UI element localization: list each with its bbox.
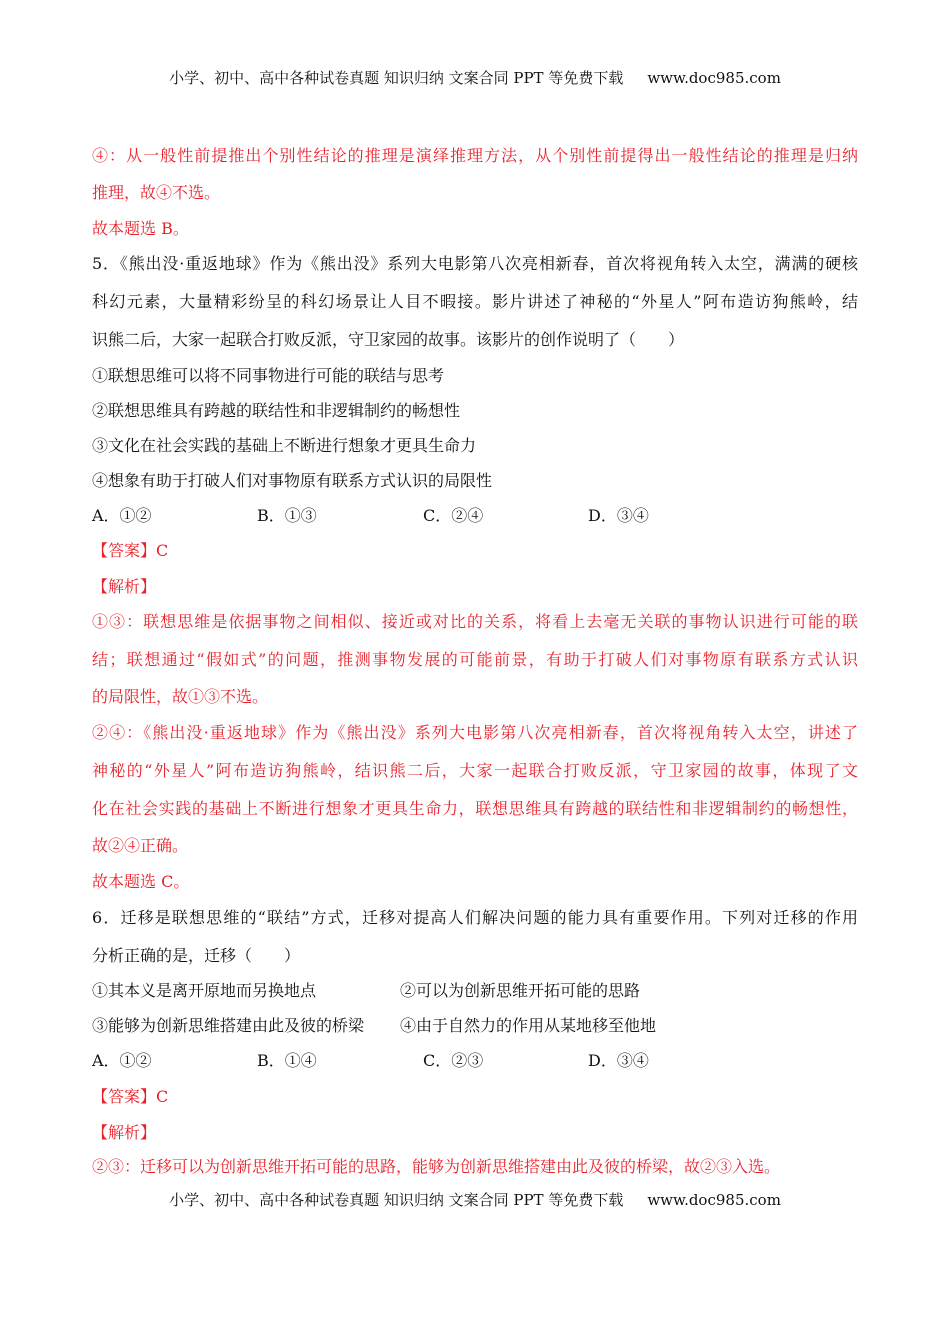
- answer: [92, 541, 168, 561]
- option-a: A．①②: [92, 506, 152, 525]
- answer: [92, 1087, 168, 1107]
- question-stem: 识熊二后，大家一起联合打败反派，守卫家园的故事。该影片的创作说明了（ ）: [92, 330, 685, 349]
- analysis-label: 【解析】: [92, 1123, 157, 1142]
- option-a: A．①②: [92, 1051, 152, 1070]
- question-stem: 分析正确的是，迁移（ ）: [92, 946, 301, 965]
- analysis-line: 化在社会实践的基础上不断进行想象才更具生命力，联想思维具有跨越的联结性和非逻辑制约的畅想性，: [92, 799, 858, 818]
- statement: ②可以为创新思维开拓可能的思路: [400, 981, 641, 1000]
- analysis-line: ①③：联想思维是依据事物之间相似、接近或对比的关系，将看上去毫无关联的事物认识进行可能的联: [92, 612, 858, 631]
- option-d: D．③④: [588, 1051, 649, 1070]
- header-text: 小学、初中、高中各种试卷真题 知识归纳 文案合同 PPT 等免费下载: [169, 69, 624, 87]
- question-stem: 6．迁移是联想思维的“联结”方式，迁移对提高人们解决问题的能力具有重要作用。下列对迁移的作用: [92, 908, 858, 927]
- analysis-line: 结；联想通过“假如式”的问题，推测事物发展的可能前景，有助于打破人们对事物原有联系方式认识: [92, 650, 858, 669]
- answer-value: C: [156, 1087, 169, 1106]
- conclusion: 故本题选 C。: [92, 872, 190, 891]
- analysis-line: ②③：迁移可以为创新思维开拓可能的思路，能够为创新思维搭建由此及彼的桥梁，故②③入选。: [92, 1157, 781, 1176]
- option-c: C．②④: [423, 506, 484, 525]
- footer-url: www.doc985.com: [647, 1191, 781, 1209]
- analysis-line: 神秘的“外星人”阿布造访狗熊岭，结识熊二后，大家一起联合打败反派，守卫家园的故事，体现了文: [92, 761, 858, 780]
- option-b: B．①④: [257, 1051, 317, 1070]
- header-url: www.doc985.com: [647, 69, 781, 87]
- analysis-line: 推理，故④不选。: [92, 183, 221, 202]
- statement: ②联想思维具有跨越的联结性和非逻辑制约的畅想性: [92, 401, 461, 420]
- statement: ④想象有助于打破人们对事物原有联系方式认识的局限性: [92, 471, 493, 490]
- analysis-line: 故②④正确。: [92, 836, 189, 855]
- page-footer: [0, 1190, 950, 1210]
- analysis-label: 【解析】: [92, 577, 157, 596]
- answer-label: 【答案】: [92, 1087, 157, 1106]
- analysis-line: ②④：《熊出没·重返地球》作为《熊出没》系列大电影第八次亮相新春，首次将视角转入太空，讲述了: [92, 723, 858, 742]
- analysis-line: ④：从一般性前提推出个别性结论的推理是演绎推理方法，从个别性前提得出一般性结论的推理是归纳: [92, 146, 858, 165]
- page-header: [0, 68, 950, 88]
- statement: ③能够为创新思维搭建由此及彼的桥梁: [92, 1016, 365, 1035]
- footer-text: 小学、初中、高中各种试卷真题 知识归纳 文案合同 PPT 等免费下载: [169, 1191, 624, 1209]
- statement: ①联想思维可以将不同事物进行可能的联结与思考: [92, 366, 445, 385]
- analysis-line: 的局限性，故①③不选。: [92, 687, 269, 706]
- statement: ④由于自然力的作用从某地移至他地: [400, 1016, 657, 1035]
- statement: ③文化在社会实践的基础上不断进行想象才更具生命力: [92, 436, 477, 455]
- answer-value: C: [156, 541, 169, 560]
- option-c: C．②③: [423, 1051, 484, 1070]
- question-stem: 科幻元素，大量精彩纷呈的科幻场景让人目不暇接。影片讲述了神秘的“外星人”阿布造访狗熊岭，结: [92, 292, 858, 311]
- statement: ①其本义是离开原地而另换地点: [92, 981, 317, 1000]
- option-d: D．③④: [588, 506, 649, 525]
- conclusion: 故本题选 B。: [92, 219, 189, 238]
- question-stem: 5．《熊出没·重返地球》作为《熊出没》系列大电影第八次亮相新春，首次将视角转入太空，满满的硬核: [92, 254, 858, 273]
- answer-label: 【答案】: [92, 541, 157, 560]
- option-b: B．①③: [257, 506, 317, 525]
